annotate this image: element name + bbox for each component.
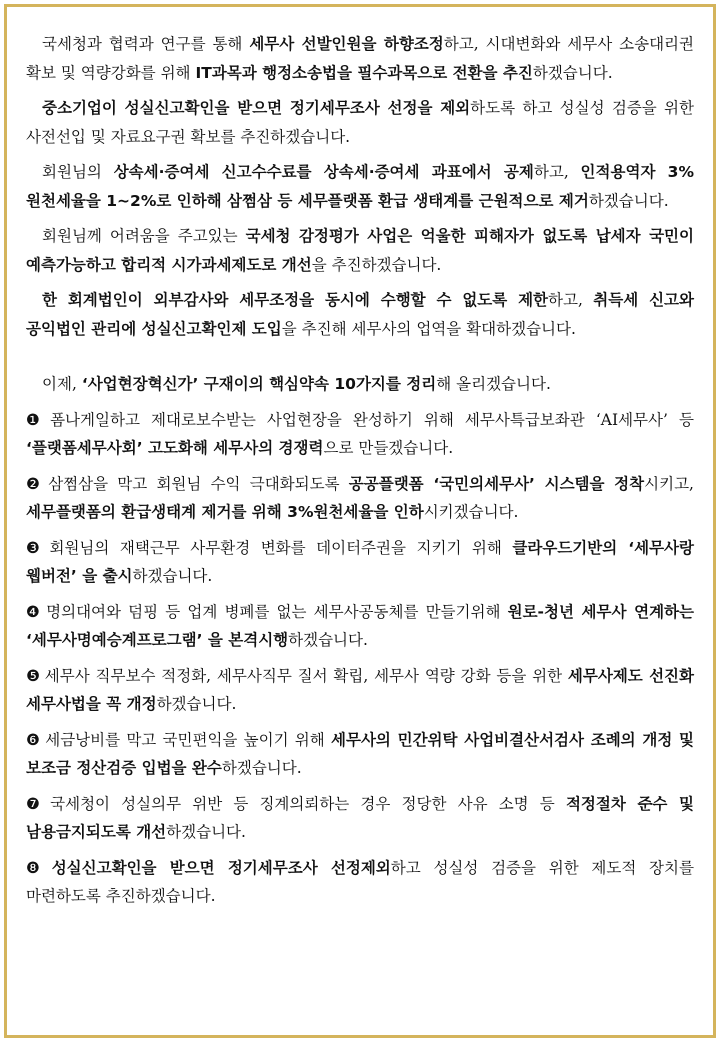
text-segment: 하겠습니다. <box>532 63 613 82</box>
bold-text-segment: 공공플랫폼 ‘국민의세무사’ 시스템을 정착 <box>348 474 645 493</box>
text-segment: 회원님의 재택근무 사무환경 변화를 데이터주권을 지키기 위해 <box>49 538 513 557</box>
text-segment: 국세청이 성실의무 위반 등 징계의뢰하는 경우 정당한 사유 소명 등 <box>50 794 566 813</box>
text-segment: 시키겠습니다. <box>423 503 519 521</box>
text-segment: 회원님의 <box>42 163 114 181</box>
item-number-badge: ❻ <box>26 730 42 749</box>
bold-text-segment: 상속세·증여세 신고수수료를 상속세·증여세 과표에서 공제 <box>113 163 534 181</box>
text-segment: 하겠습니다. <box>221 759 302 777</box>
text-segment: 명의대여와 덤핑 등 업계 병폐를 없는 세무사공동체를 만들기위해 <box>46 602 508 621</box>
promise-item <box>26 470 694 527</box>
text-segment: 세무사 직무보수 적정화, 세무사직무 질서 확립, 세무사 역량 강화 등을 위한 <box>44 666 568 685</box>
promises-intro <box>26 370 694 399</box>
text-segment: 하고 성실성 검증을 위한 제도적 장치를 마련하도록 추진하겠습니다. <box>26 858 694 905</box>
text-segment: 을 추진하겠습니다. <box>311 255 442 274</box>
item-number-badge: ❷ <box>26 474 45 493</box>
promise-item <box>26 854 694 911</box>
promise-item <box>26 598 694 655</box>
bold-text-segment: 세무사 선발인원을 하향조정 <box>249 35 444 53</box>
promise-item <box>26 406 694 463</box>
promise-item <box>26 790 694 847</box>
text-segment: 하고, 시대변화와 세무사 소송대리권 확보 및 역량강화를 위해 <box>26 35 694 82</box>
body-paragraph <box>26 30 694 87</box>
promise-item <box>26 534 694 591</box>
promise-list <box>26 406 694 911</box>
text-segment: 하겠습니다. <box>156 695 237 713</box>
body-paragraph <box>26 286 694 343</box>
bold-text-segment: 세무플랫폼의 환급생태계 제거를 위해 3%원천세율을 인하 <box>26 503 424 521</box>
bold-text-segment: 한 회계법인이 외부감사와 세무조정을 동시에 수행할 수 없도록 제한 <box>42 291 549 309</box>
bold-text-segment: 세무사제도 선진화 세무사법을 꼭 개정 <box>26 666 694 713</box>
item-number-badge: ❹ <box>26 602 43 621</box>
text-segment: 회원님께 어려움을 주고있는 <box>42 227 246 245</box>
item-number-badge: ❼ <box>26 794 47 813</box>
text-segment: 국세청과 협력과 연구를 통해 <box>42 35 250 53</box>
bold-text-segment: 중소기업이 성실신고확인을 받으면 정기세무조사 선정을 제외 <box>42 99 471 117</box>
text-segment: 하고, <box>533 163 581 181</box>
body-paragraph <box>26 222 694 279</box>
promise-item <box>26 726 694 783</box>
body-paragraph <box>26 94 694 151</box>
text-segment: 해 올리겠습니다. <box>436 375 551 393</box>
text-segment: 하겠습니다. <box>288 631 368 649</box>
bold-text-segment: ‘사업현장혁신가’ 구재이의 핵심약속 10가지를 정리 <box>81 375 437 393</box>
paragraph-group <box>26 30 694 343</box>
text-segment: 시키고, <box>644 474 694 493</box>
bold-text-segment: 인적용역자 3%원천세율을 1~2%로 인하해 삼쩜삼 등 세무플랫폼 환급 생태계를 근원적으로 제거 <box>26 163 694 210</box>
text-segment: 을 추진해 세무사의 업역을 확대하겠습니다. <box>281 319 576 338</box>
text-segment: 하겠습니다. <box>166 823 246 841</box>
text-segment: 하겠습니다. <box>132 567 213 585</box>
bold-text-segment: IT과목과 행정소송법을 필수과목으로 전환을 추진 <box>195 63 533 82</box>
document-body <box>26 30 694 918</box>
bold-text-segment: 세무사의 민간위탁 사업비결산서검사 조례의 개정 및 보조금 정산검증 입법을 완수 <box>26 730 694 777</box>
bold-text-segment: 원로-청년 세무사 연계하는 ‘세무사명예승계프로그램’ 을 본격시행 <box>26 602 694 649</box>
bold-text-segment: 적정절차 준수 및 남용금지되도록 개선 <box>26 794 694 841</box>
item-number-badge: ❺ <box>26 666 41 685</box>
bold-text-segment: 취득세 신고와 공익법인 관리에 성실신고확인제 도입 <box>26 291 694 338</box>
body-paragraph <box>26 158 694 215</box>
item-number-badge: ❽ <box>26 858 48 877</box>
bold-text-segment: 국세청 감정평가 사업은 억울한 피해자가 없도록 납세자 국민이 예측가능하고 합리적 시가과세제도로 개선 <box>26 227 694 274</box>
bold-text-segment: 성실신고확인을 받으면 정기세무조사 선정제외 <box>51 858 391 877</box>
item-number-badge: ❶ <box>26 410 47 429</box>
text-segment: 하겠습니다. <box>588 191 669 210</box>
promise-item <box>26 662 694 719</box>
text-segment: 폼나게일하고 제대로보수받는 사업현장을 완성하기 위해 세무사특급보좌관 ‘AI세무사’ 등 <box>50 410 694 429</box>
item-number-badge: ❸ <box>26 538 46 557</box>
bold-text-segment: ‘플랫폼세무사회’ 고도화해 세무사의 경쟁력 <box>26 439 324 457</box>
bold-text-segment: 클라우드기반의 ‘세무사랑 웹버전’ 을 출시 <box>26 538 694 585</box>
text-segment: 삼쩜삼을 막고 회원님 수익 극대화되도록 <box>48 474 349 493</box>
text-segment: 하도록 하고 성실성 검증을 위한 사전선입 및 자료요구권 확보를 추진하겠습니다. <box>26 99 695 146</box>
text-segment: 하고, <box>548 291 594 309</box>
text-segment: 세금낭비를 막고 국민편익을 높이기 위해 <box>45 730 331 749</box>
text-segment: 이제, <box>42 375 82 393</box>
text-segment: 으로 만들겠습니다. <box>323 439 454 457</box>
section-gap <box>26 350 694 370</box>
